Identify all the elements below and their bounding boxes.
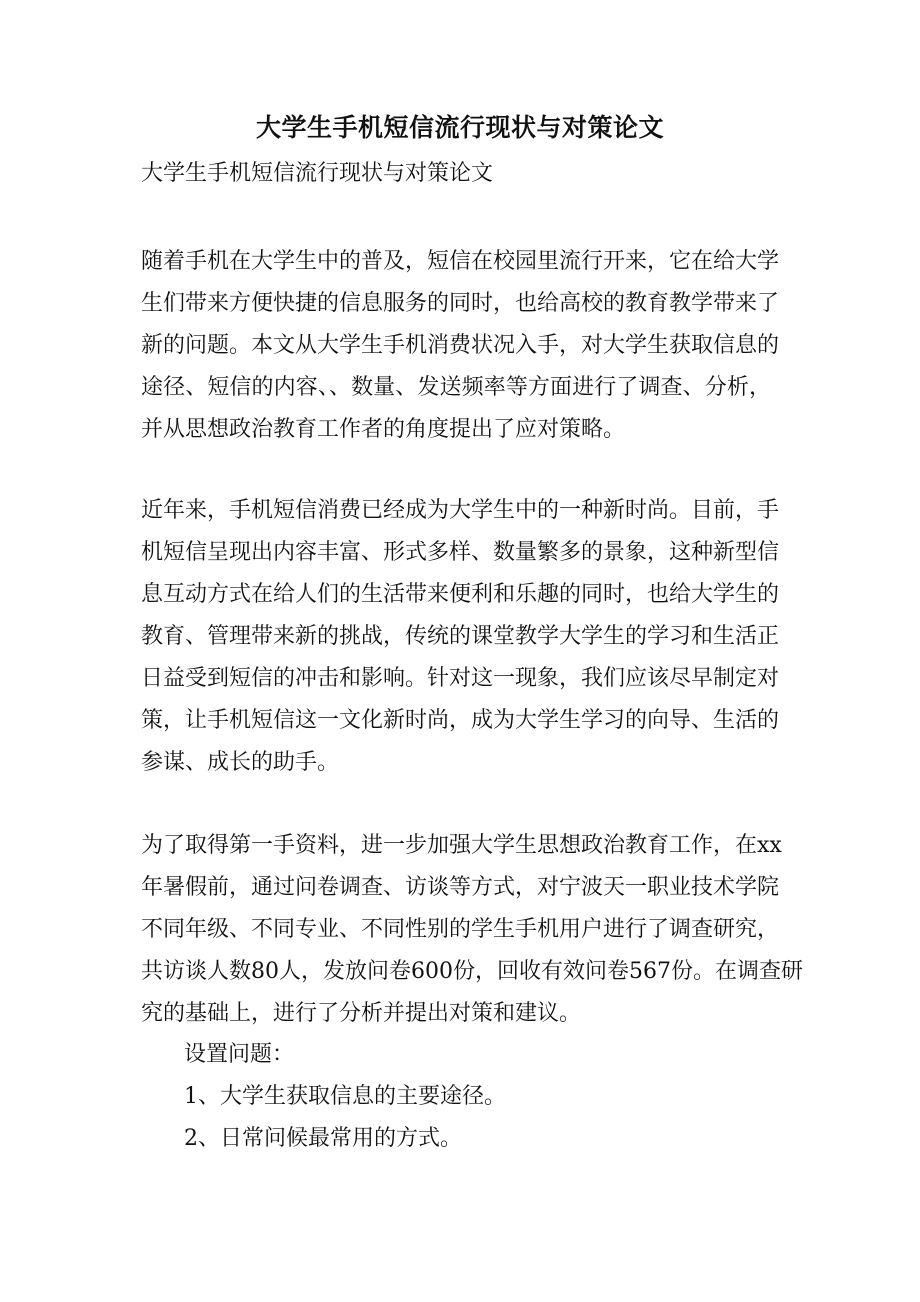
paragraph-line: 日益受到短信的冲击和影响。针对这一现象，我们应该尽早制定对 [141,666,780,691]
paragraph-line: 途径、短信的内容、、数量、发送频率等方面进行了调查、分析， [141,375,771,400]
document-title: 大学生手机短信流行现状与对策论文 [255,113,664,142]
paragraph-line: 机短信呈现出内容丰富、形式多样、数量繁多的景象，这种新型信 [141,540,780,565]
paragraph-line: 生们带来方便快捷的信息服务的同时，也给高校的教育教学带来了 [141,291,780,316]
paragraph-line: 策，让手机短信这一文化新时尚，成为大学生学习的向导、生活的 [141,708,780,733]
paragraph-line: 共访谈人数80人，发放问卷600份，回收有效问卷567份。在调查研 [141,959,803,984]
question-item: 1、大学生获取信息的主要途径。 [184,1084,506,1109]
question-item: 2、日常问候最常用的方式。 [184,1126,462,1151]
paragraph-intro [141,241,780,451]
paragraph-line: 究的基础上，进行了分析并提出对策和建议。 [141,1001,582,1026]
paragraph-line: 近年来，手机短信消费已经成为大学生中的一种新时尚。目前，手 [141,498,780,523]
paragraph-line: 教育、管理带来新的挑战，传统的课堂教学大学生的学习和生活正 [141,624,780,649]
setup-questions-label: 设置问题： [184,1042,295,1067]
paragraph-background [141,490,780,784]
paragraph-method [141,825,803,1035]
paragraph-line: 随着手机在大学生中的普及，短信在校园里流行开来，它在给大学 [141,249,780,274]
paragraph-line: 参谋、成长的助手。 [141,750,340,775]
document-subtitle: 大学生手机短信流行现状与对策论文 [141,161,494,186]
paragraph-line: 并从思想政治教育工作者的角度提出了应对策略。 [141,417,626,442]
paragraph-line: 息互动方式在给人们的生活带来便利和乐趣的同时，也给大学生的 [141,582,780,607]
paragraph-line: 为了取得第一手资料，进一步加强大学生思想政治教育工作，在xx [141,833,782,858]
paragraph-line: 年暑假前，通过问卷调查、访谈等方式，对宁波天一职业技术学院 [141,875,780,900]
paragraph-line: 不同年级、不同专业、不同性别的学生手机用户进行了调查研究， [141,917,780,942]
paragraph-line: 新的问题。本文从大学生手机消费状况入手，对大学生获取信息的 [141,333,780,358]
